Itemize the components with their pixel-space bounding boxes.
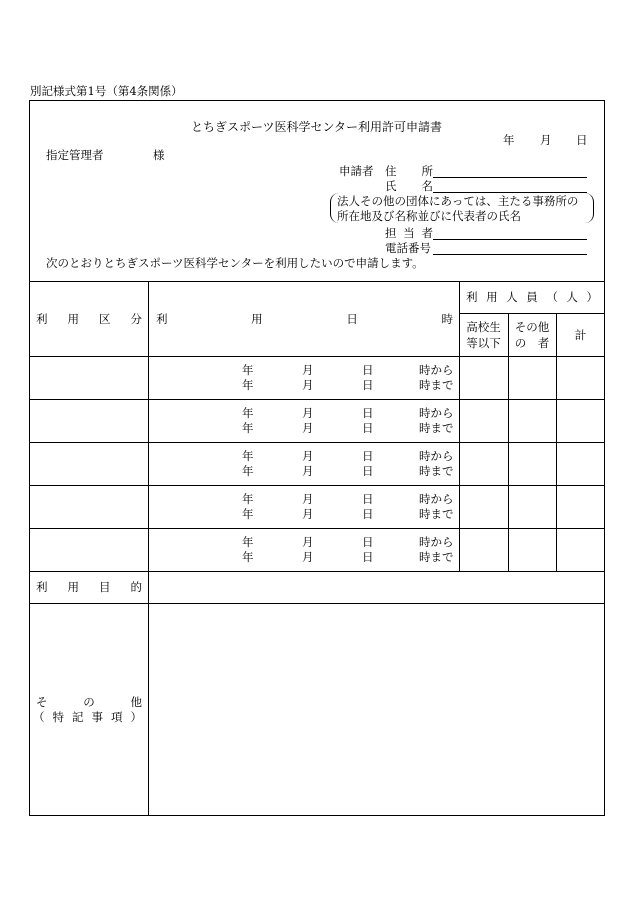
corporate-note-line2: 所在地及び名称並びに代表者の氏名 [337,209,521,223]
special-notes-field[interactable] [149,604,604,815]
row-border-4 [29,528,605,529]
contact-input-line[interactable] [433,239,587,240]
other-label: そ の 他 [36,695,142,709]
form-reference: 別記様式第1号（第4条関係） [30,84,183,98]
special-notes-label: （ 特 記 事 項 ） [33,710,142,724]
row-border-3 [29,485,605,486]
address-input-line[interactable] [433,177,587,178]
people-subheader-border [459,313,605,314]
usage-category-header: 利 用 区 分 [36,312,142,326]
corporate-note-line1: 法人その他の団体にあっては、主たる事務所の [337,194,579,208]
total-column-header: 計 [574,328,587,342]
contact-label: 担 当 者 [385,226,433,240]
request-sentence: 次のとおりとちぎスポーツ医科学センターを利用したいので申請します。 [46,256,424,270]
usage-purpose-field[interactable] [149,572,604,602]
phone-label: 電話番号 [385,241,431,255]
usage-datetime-header: 利 用 日 時 [156,312,453,326]
phone-input-line[interactable] [433,254,587,255]
addressee-name: 指定管理者 [46,148,104,162]
usage-people-header: 利 用 人 員 （ 人 ） [466,290,598,304]
header-bottom-border [29,356,605,357]
highschool-column-header: 高校生 等以下 [466,320,501,350]
usage-purpose-label: 利 用 目 的 [36,580,142,594]
date-year: 年 [503,133,515,147]
addressee-suffix: 様 [153,148,165,162]
other-people-column-header: その他 の 者 [514,320,550,350]
row-border-2 [29,442,605,443]
row-border-1 [29,399,605,400]
date-month: 月 [540,133,552,147]
name-label: 氏 名 [385,179,433,193]
form-title: とちぎスポーツ医科学センター利用許可申請書 [191,120,443,134]
table-top-border [29,281,605,282]
date-day: 日 [576,133,588,147]
address-label: 住 所 [385,164,433,178]
applicant-heading: 申請者 [339,164,374,178]
